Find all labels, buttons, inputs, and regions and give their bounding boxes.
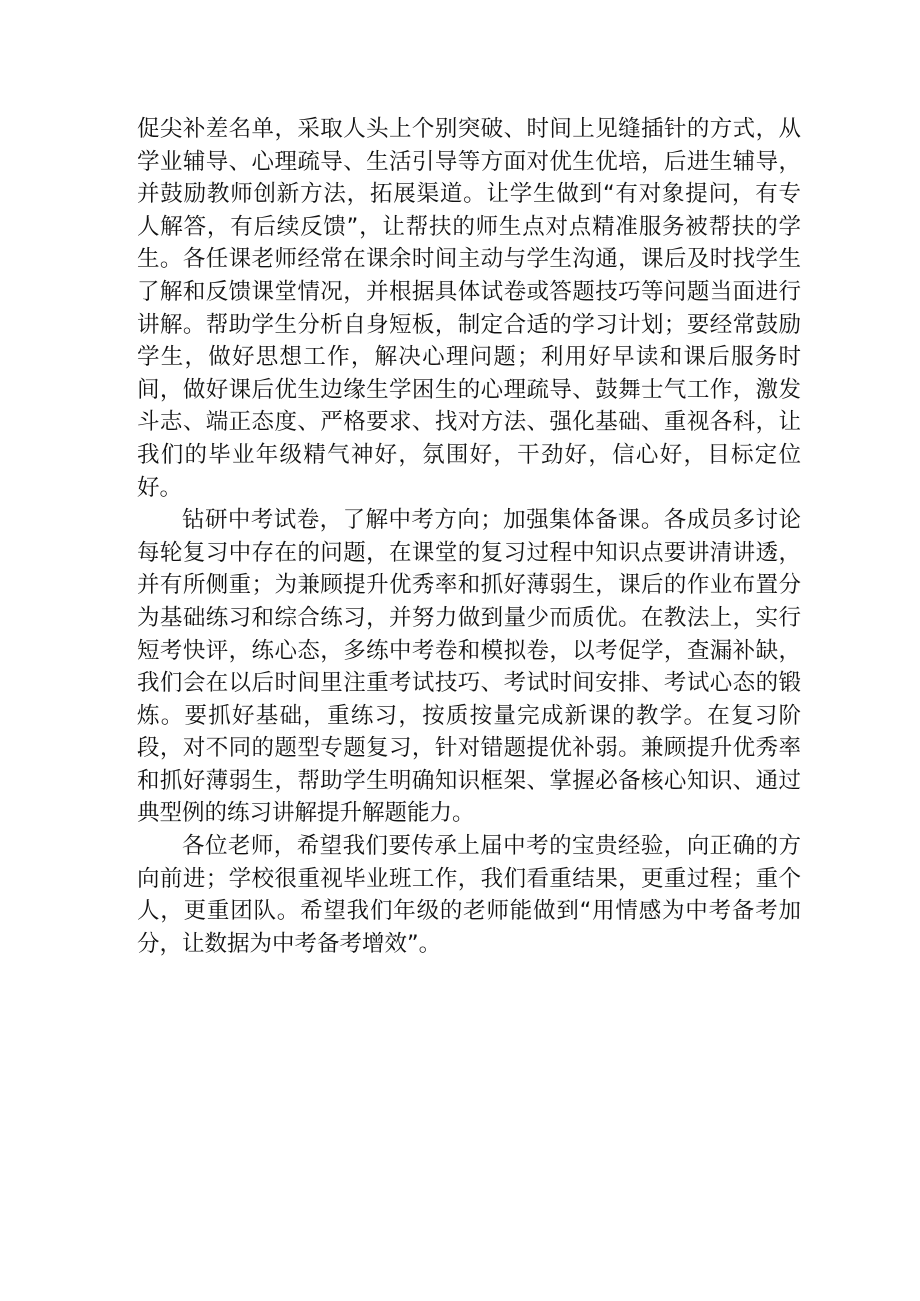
document-body [137,113,801,960]
paragraph-continuation: 促尖补差名单，采取人头上个别突破、时间上见缝插针的方式，从学业辅导、心理疏导、生活引导等方面对优生优培，后进生辅导，并鼓励教师创新方法，拓展渠道。让学生做到“有对象提问，有专人解答，有后续反馈”，让帮扶的师生点对点精准服务被帮扶的学生。各任课老师经常在课余时间主动与学生沟通，课后及时找学生了解和反馈课堂情况，并根据具体试卷或答题技巧等问题当面进行讲解。帮助学生分析自身短板，制定合适的学习计划；要经常鼓励学生，做好思想工作，解决心理问题；利用好早读和课后服务时间，做好课后优生边缘生学困生的心理疏导、鼓舞士气工作，激发斗志、端正态度、严格要求、找对方法、强化基础、重视各科，让我们的毕业年级精气神好，氛围好，干劲好，信心好，目标定位好。 [137,116,801,501]
paragraph-closing: 各位老师，希望我们要传承上届中考的宝贵经验，向正确的方向前进；学校很重视毕业班工作，我们看重结果，更重过程；重个人，更重团队。希望我们年级的老师能做到“用情感为中考备考加分，让数据为中考备考增效”。 [137,833,801,957]
paragraph-exam-review: 钻研中考试卷，了解中考方向；加强集体备课。各成员多讨论每轮复习中存在的问题，在课堂的复习过程中知识点要讲清讲透，并有所侧重；为兼顾提升优秀率和抓好薄弱生，课后的作业布置分为基础练习和综合练习，并努力做到量少而质优。在教法上，实行短考快评，练心态，多练中考卷和模拟卷，以考促学，查漏补缺，我们会在以后时间里注重考试技巧、考试时间安排、考试心态的锻炼。要抓好基础，重练习，按质按量完成新课的教学。在复习阶段，对不同的题型专题复习，针对错题提优补弱。兼顾提升优秀率和抓好薄弱生，帮助学生明确知识框架、掌握必备核心知识、通过典型例的练习讲解提升解题能力。 [137,507,801,827]
